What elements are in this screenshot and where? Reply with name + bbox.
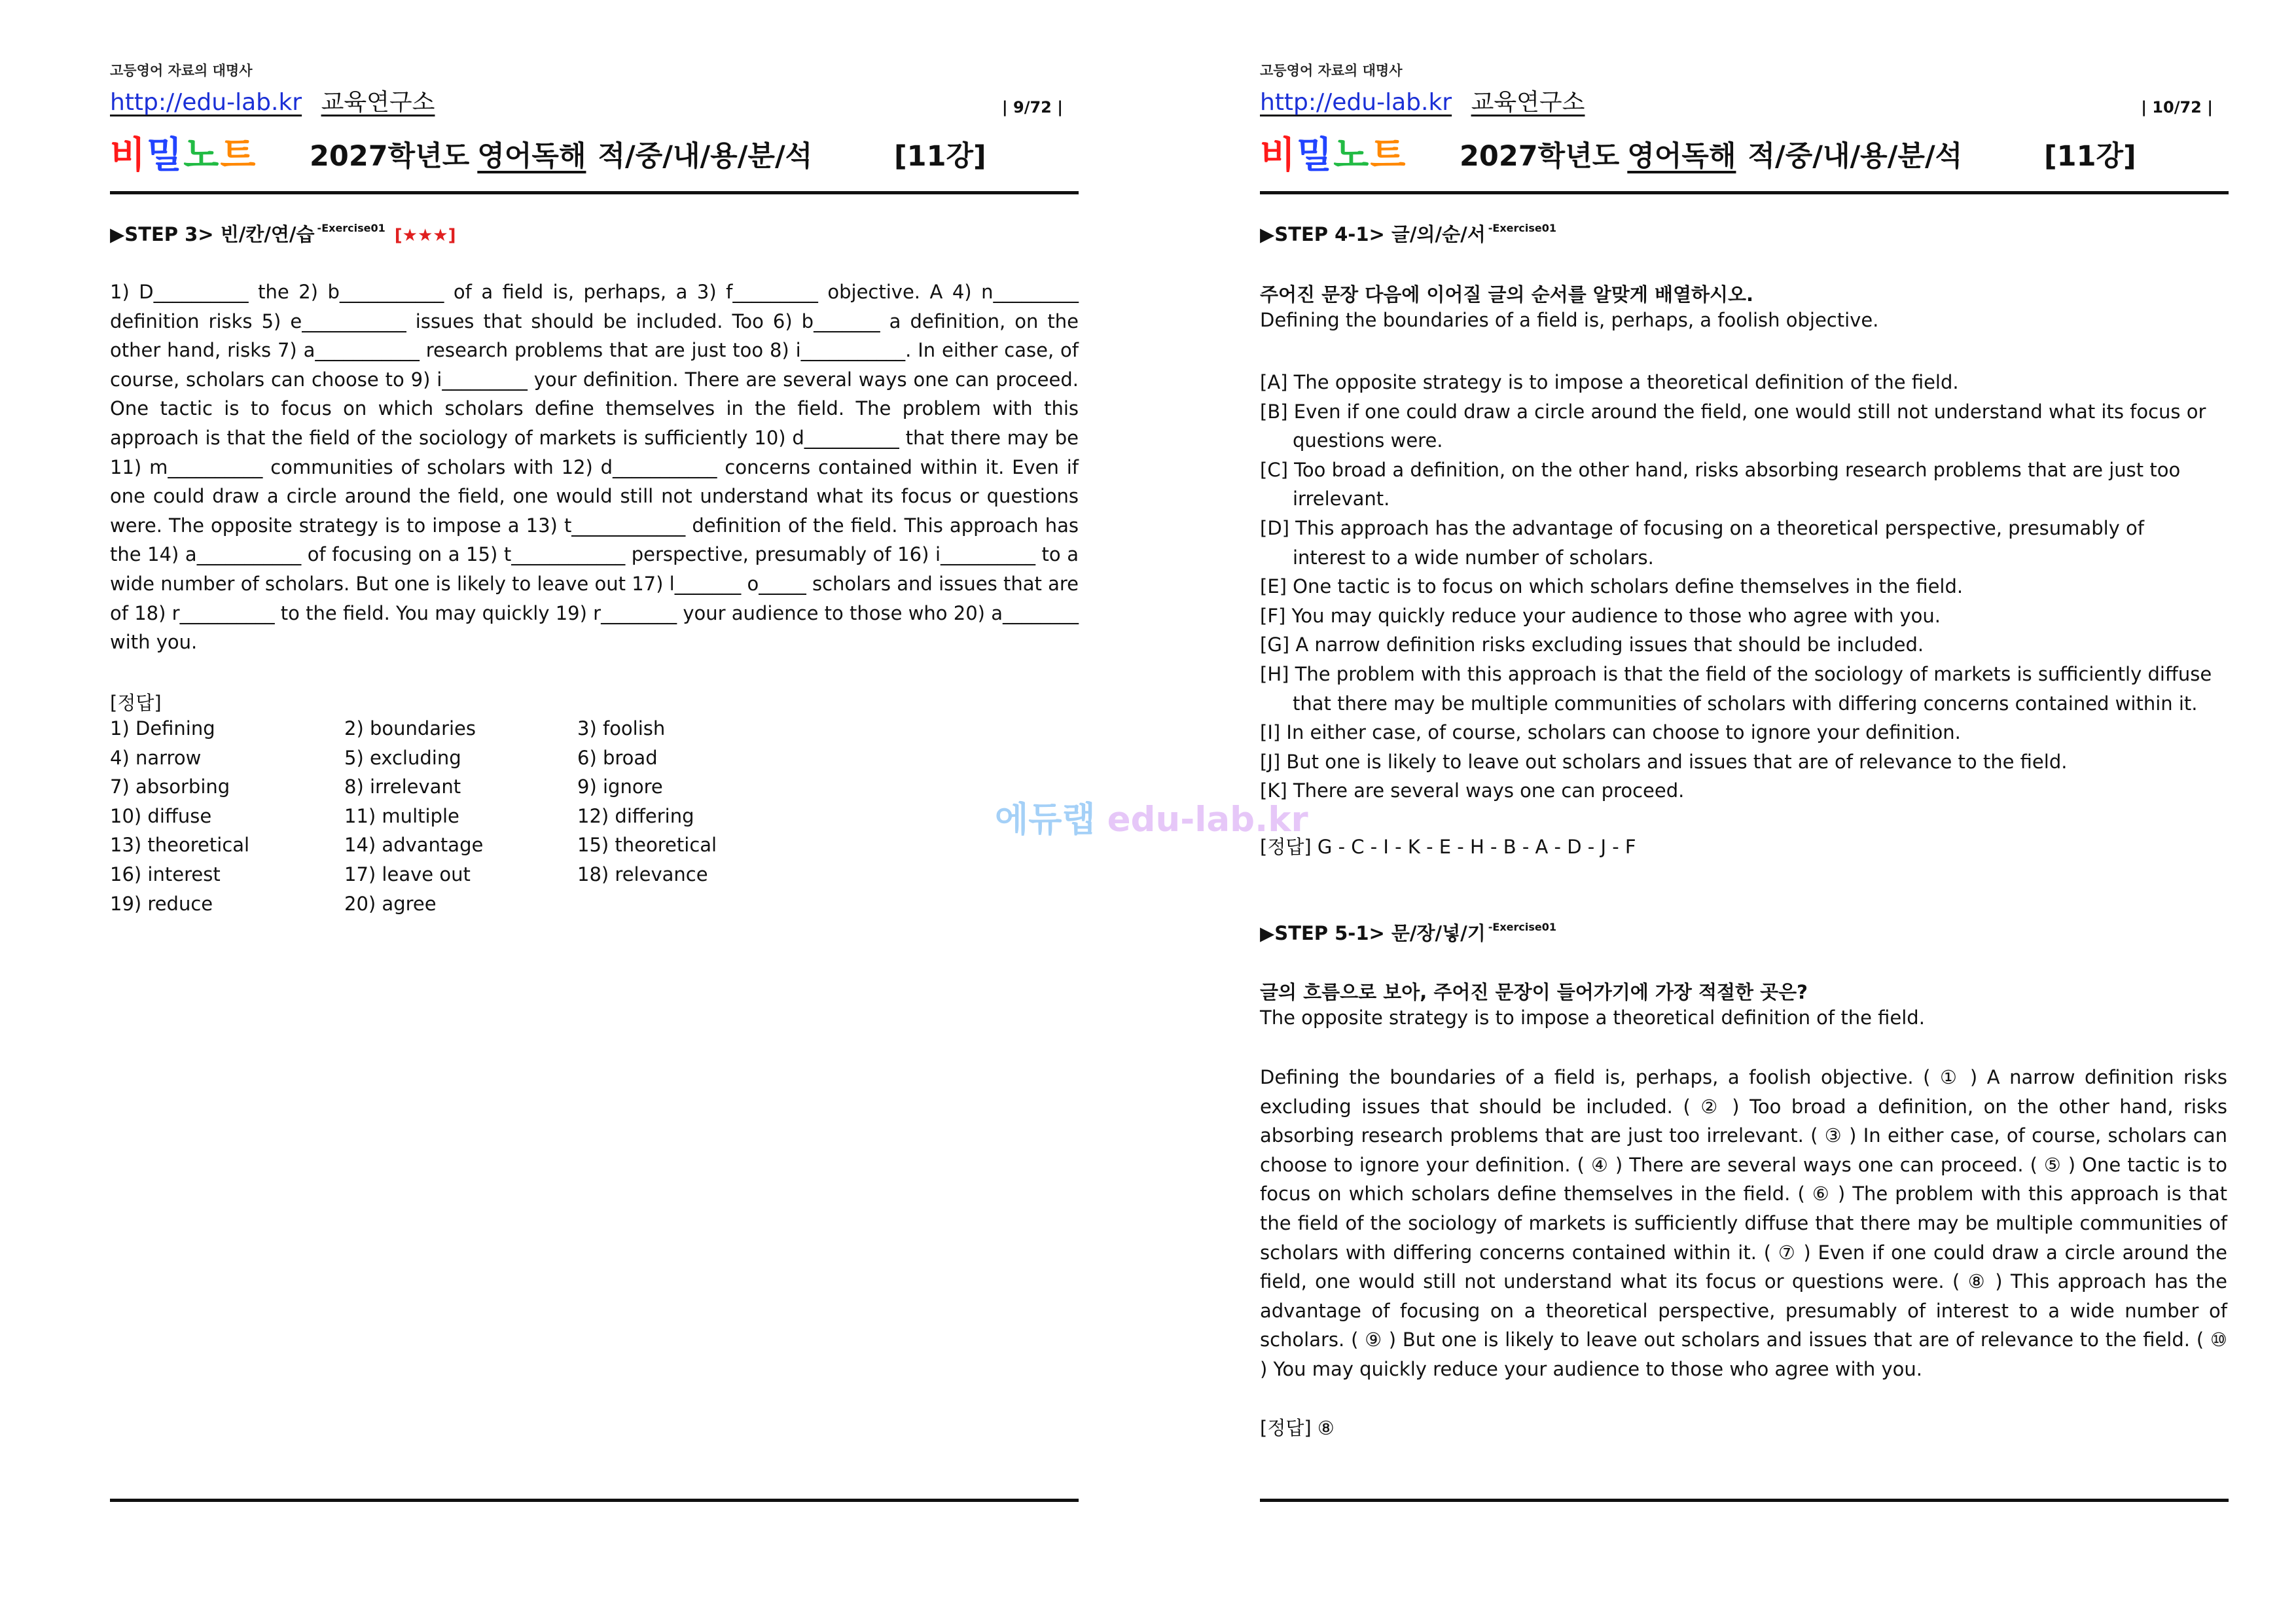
brand-tagline: 고등영어 자료의 대명사	[1260, 63, 1403, 79]
url-line	[1260, 84, 1585, 117]
option-item: [C] Too broad a definition, on the other hand, risks absorbing research problems that are just too irrelevant.	[1260, 458, 2181, 510]
answer-row: 10) diffuse 11) multiple 12) differing	[110, 804, 694, 827]
site-link[interactable]: http://edu-lab.kr	[1260, 89, 1452, 116]
order-question: 주어진 문장 다음에 이어질 글의 순서를 알맞게 배열하시오.	[1260, 283, 1754, 306]
answer-label: [정답]	[110, 692, 162, 714]
answer-row: 13) theoretical 14) advantage 15) theoretical	[110, 834, 717, 857]
step51-heading: ▶STEP 5-1> 문/장/넣/기 $^{-Exercise01}$	[1260, 921, 1556, 944]
left-page	[110, 0, 1079, 1623]
title-row	[110, 126, 1079, 179]
option-item: [G] A narrow definition risks excluding issues that should be included.	[1260, 633, 1924, 656]
lesson-label: [11강]	[2044, 140, 2136, 173]
option-item: [D] This approach has the advantage of focusing on a theoretical perspective, presumably of interest to a wide number of scholars.	[1260, 516, 2144, 569]
fill-in-passage: 1) D__________ the 2) b___________ of a field is, perhaps, a 3) f_________ objective. A 4) n_________ definition risks 5) e___________ issues that should be included. Too 6) b_______ a definition, on the other hand, risks 7) a___________ research problems that are just too 8) i___________. In either case, of course, scholars can choose to 9) i_________ your definition. There are several ways one can proceed. One tactic is to focus on which scholars define themselves in the field. The problem with this approach is that the field of the sociology of markets is sufficiently 10) d__________ that there may be 11) m__________ communities of scholars with 12) d___________ concerns contained within it. Even if one could draw a circle around the field, one would still not understand what its focus or questions were. The opposite strategy is to impose a 13) t____________ definition of the field. This approach has the 14) a___________ of focusing on a 15) t____________ perspective, presumably of 16) i__________ to a wide number of scholars. But one is likely to leave out 17) l_______ o_____ scholars and issues that are of 18) r__________ to the field. You may quickly 19) r________ your audience to those who 20) a________ with you.	[110, 281, 1079, 654]
step41-heading: ▶STEP 4-1> 글/의/순/서 $^{-Exercise01}$	[1260, 222, 1556, 245]
answer-row: 4) narrow 5) excluding 6) broad	[110, 746, 658, 769]
option-item: [I] In either case, of course, scholars can choose to ignore your definition.	[1260, 721, 1961, 744]
title-row	[1260, 126, 2229, 179]
page-number: | 9/72 |	[1001, 98, 1063, 116]
header-divider	[1260, 191, 2229, 194]
difficulty-stars: [★★★]	[394, 226, 456, 245]
order-given-sentence: Defining the boundaries of a field is, perhaps, a foolish objective.	[1260, 309, 1879, 331]
answer-grid	[110, 717, 895, 921]
answer-row: 1) Defining 2) boundaries 3) foolish	[110, 717, 666, 740]
option-item: [A] The opposite strategy is to impose a theoretical definition of the field.	[1260, 371, 1959, 393]
right-page	[1260, 0, 2229, 1623]
page-number: | 10/72 |	[2141, 98, 2213, 116]
institute-name: 교육연구소	[321, 89, 435, 116]
lesson-label: [11강]	[894, 140, 986, 173]
document-title: 2027학년도 영어독해 적/중/내/용/분/석	[310, 140, 813, 173]
answer-row: 19) reduce 20) agree	[110, 892, 437, 915]
logo: 비밀노트	[110, 134, 257, 177]
insert-answer: [정답] ⑧	[1260, 1417, 1335, 1439]
answer-row: 7) absorbing 8) irrelevant 9) ignore	[110, 776, 663, 798]
footer-divider	[1260, 1499, 2229, 1502]
footer-divider	[110, 1499, 1079, 1502]
order-options	[1260, 368, 2215, 806]
insert-given-sentence: The opposite strategy is to impose a theoretical definition of the field.	[1260, 1007, 1925, 1029]
site-link[interactable]: http://edu-lab.kr	[110, 89, 302, 116]
option-item: [H] The problem with this approach is that the field of the sociology of markets is sufficiently diffuse that there may be multiple communities of scholars with differing concerns contained within it.	[1260, 662, 2212, 715]
insert-question: 글의 흐름으로 보아, 주어진 문장이 들어가기에 가장 적절한 곳은?	[1260, 981, 1808, 1003]
order-answer: [정답] G - C - I - K - E - H - B - A - D - J - F	[1260, 836, 1636, 858]
institute-name: 교육연구소	[1471, 89, 1585, 116]
step3-heading: ▶STEP 3> 빈/칸/연/습 $^{-Exercise01}$ [★★★]	[110, 222, 456, 245]
option-item: [F] You may quickly reduce your audience to those who agree with you.	[1260, 604, 1941, 627]
url-line	[110, 84, 435, 117]
header-divider	[110, 191, 1079, 194]
brand-tagline: 고등영어 자료의 대명사	[110, 63, 253, 79]
answer-row: 16) interest 17) leave out 18) relevance	[110, 863, 708, 885]
watermark: 에듀랩 edu-lab.kr	[995, 800, 1308, 840]
logo: 비밀노트	[1260, 134, 1407, 177]
document-title: 2027학년도 영어독해 적/중/내/용/분/석	[1460, 140, 1963, 173]
insert-passage: Defining the boundaries of a field is, perhaps, a foolish objective. ( ① ) A narrow definition risks excluding issues that should be included. ( ② ) Too broad a definition, on the other hand, risks absorbing research problems that are just too irrelevant. ( ③ ) In either case, of course, scholars can choose to ignore your definition. ( ④ ) There are several ways one can proceed. ( ⑤ ) One tactic is to focus on which scholars define themselves in the field. ( ⑥ ) The problem with this approach is that the field of the sociology of markets is sufficiently diffuse that there may be multiple communities of scholars with differing concerns contained within it. ( ⑦ ) Even if one could draw a circle around the field, one would still not understand what its focus or questions were. ( ⑧ ) This approach has the advantage of focusing on a theoretical perspective, presumably of interest to a wide number of scholars. ( ⑨ ) But one is likely to leave out scholars and issues that are of relevance to the field. ( ⑩ ) You may quickly reduce your audience to those who agree with you.	[1260, 1066, 2227, 1380]
option-item: [B] Even if one could draw a circle around the field, one would still not understand what its focus or questions were.	[1260, 400, 2206, 452]
option-item: [E] One tactic is to focus on which scholars define themselves in the field.	[1260, 575, 1964, 598]
option-item: [K] There are several ways one can proceed.	[1260, 779, 1685, 802]
option-item: [J] But one is likely to leave out scholars and issues that are of relevance to the field.	[1260, 750, 2068, 773]
